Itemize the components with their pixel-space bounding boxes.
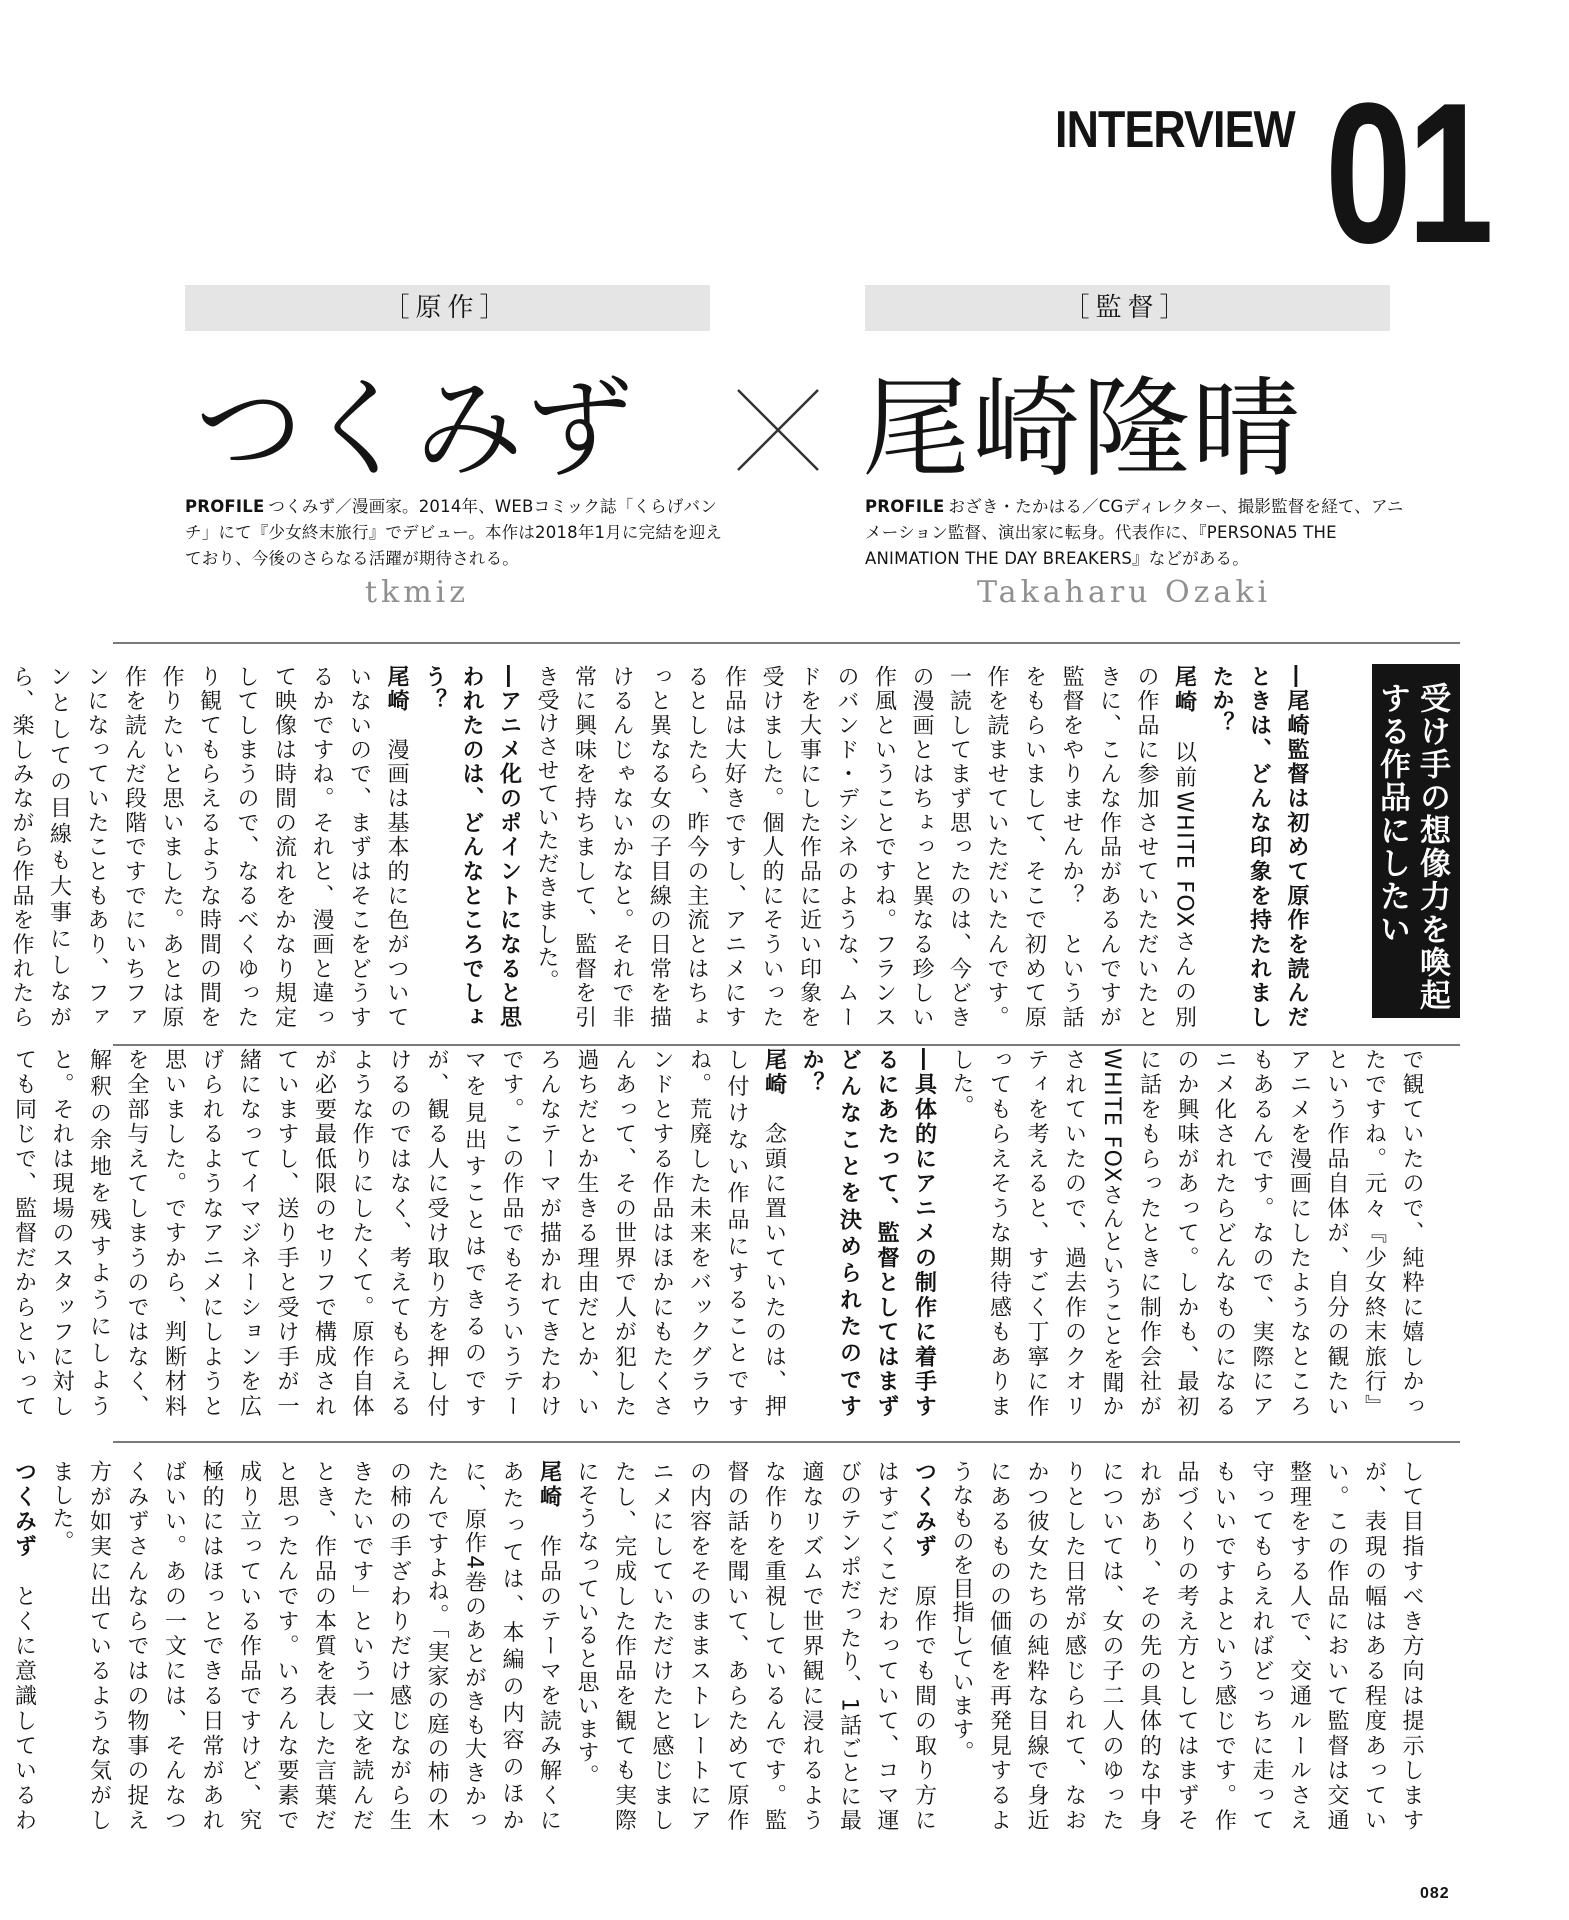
- question: ―尾崎監督は初めて原作を読んだときは、どんな印象を持たれましたか？: [1209, 665, 1309, 1029]
- page-number: 082: [1420, 1885, 1450, 1902]
- answer: 漫画は基本的に色がついていないので、まずはそこをどうするかですね。それと、漫画と違って映像は時間の流れをかなり規定してしまうので、なるべくゆったり観てもらえるような時間の間を作りたいと思いました。あとは原作を読んだ段階ですでにいちファンになっていたこともあり、ファンとしての目線も大事にしながら、楽しみながら作品を作れたら: [9, 665, 409, 1029]
- article-column-3: [11, 1460, 1430, 1833]
- answer: とくに意識しているわ: [11, 1584, 37, 1833]
- answer: で観ていたので、純粋に嬉しかったですね。元々『少女終末旅行』という作品自体が、自分の観たいアニメを漫画にしたようなところもあるんです。なので、実際にアニメ化されたらどんなものになるのか興味があって。しかも、最初に話をもらったときに制作会社がWHITE FOXさんということを聞かされていたので、過去作のクオリティを考えると、すごく丁寧に作ってもらえそうな期待感もありました。: [949, 1048, 1424, 1418]
- speaker-label: 尾崎: [536, 1460, 562, 1510]
- article-column-1: [9, 665, 1315, 1029]
- answer: 作品のテーマを読み解くにあたっては、本編の内容のほかに、原作4巻のあとがきも大きかったんですよね。「実家の庭の柿の木の柿の手ざわりだけ感じながら生きたいです」という一文を読んだとき、作品の本質を表した言葉だと思ったんです。いろんな要素で成り立っている作品ですけど、究極的にはほっとできる日常があればいい。あの一文には、そんなつくみずさんならではの物事の捉え方が如実に出ているような気がしました。: [49, 1460, 562, 1832]
- answer: 原作でも間の取り方にはすごくこだわっていて、コマ運びのテンポだったり、1話ごとに最適なリズムで世界観に浸れるような作りを重視しているんです。監督の話を聞いて、あらためて原作の内容をそのままストレートにアニメにしていただけたと感じましたし、完成した作品を観ても実際にそうなっていると思います。: [574, 1460, 937, 1833]
- divider: [113, 1044, 1460, 1046]
- question: ―アニメ化のポイントになると思われたのは、どんなところでしょう？: [421, 665, 522, 1029]
- question: ―具体的にアニメの制作に着手するにあたって、監督としてはまずどんなことを決められたのですか？: [799, 1048, 937, 1418]
- author-name: つくみず: [195, 367, 636, 492]
- cross-icon: [728, 380, 828, 480]
- author-profile: [185, 494, 730, 572]
- director-name: 尾崎隆晴: [862, 367, 1303, 492]
- divider: [113, 1441, 1460, 1443]
- profile-text: つくみず／漫画家。2014年、WEBコミック誌「くらげバンチ」にて『少女終末旅行』でデビュー。本作は2018年1月に完結を迎えており、今後のさらなる活躍が期待される。: [185, 497, 723, 568]
- speaker-label: 尾崎: [761, 1048, 787, 1098]
- director-profile: [865, 494, 1410, 572]
- answer: して目指すべき方向は提示しますが、表現の幅はある程度あっていい。この作品において監督は交通整理をする人で、交通ルールさえ守ってもらえればどっちに走ってもいいですよという感じです。作品づくりの考え方としてはまずそれがあり、その先の具体的な中身については、女の子二人のゆったりとした日常が感じられて、なおかつ彼女たちの純粋な目線で身近にあるものの価値を再発見するようなものを目指しています。: [949, 1460, 1424, 1832]
- article-column-2: [11, 1048, 1430, 1418]
- director-romanized-name: Takaharu Ozaki: [977, 575, 1272, 610]
- speaker-label: つくみず: [11, 1460, 37, 1560]
- interview-number: 01: [1325, 62, 1490, 285]
- answer: 以前WHITE FOXさんの別の作品に参加させていただいたときに、こんな作品があるんですが監督をやりませんか？ という話をもらいまして、そこで初めて原作を読ませていただいたんです。一読してまず思ったのは、今どきの漫画とはちょっと異なる珍しい作風ということですね。フランスのバンド・デシネのような、ムードを大事にした作品に近い印象を受けました。個人的にそういった作品は大好きですし、アニメにするとしたら、昨今の主流とはちょっと異なる女の子目線の日常を描けるんじゃないかなと。それで非常に興味を持ちまして、監督を引き受けさせていただきました。: [534, 665, 1197, 1029]
- headline-box: 受け手の想像力を喚起する作品にしたい: [1372, 664, 1460, 1018]
- role-bar-director: ［監督］: [865, 285, 1390, 331]
- speaker-label: つくみず: [911, 1460, 937, 1560]
- profile-text: おざき・たかはる／CGディレクター、撮影監督を経て、アニメーション監督、演出家に転身。代表作に、『PERSONA5 THE ANIMATION THE DAY BREAKERS』などがある。: [865, 497, 1404, 568]
- profile-label: PROFILE: [185, 497, 265, 516]
- author-romanized-name: tkmiz: [365, 575, 470, 610]
- speaker-label: 尾崎: [1171, 665, 1197, 716]
- role-bar-original-author: ［原作］: [185, 285, 710, 331]
- profile-label: PROFILE: [865, 497, 945, 516]
- divider: [113, 642, 1460, 644]
- interview-label: INTERVIEW: [1055, 101, 1295, 159]
- answer: 念頭に置いていたのは、押し付けない作品にすることですね。荒廃した未来をバックグラウンドとする作品はほかにもたくさんあって、その世界で人が犯した過ちだとか生きる理由だとか、いろんなテーマが描かれてきたわけです。この作品でもそういうテーマを見出すことはできるのですが、観る人に受け取り方を押し付けるのではなく、考えてもらえるような作りにしたくて。原作自体が必要最低限のセリフで構成されていますし、送り手と受け手が一緒になってイマジネーションを広げられるようなアニメにしようと思いました。ですから、判断材料を全部与えてしまうのではなく、解釈の余地を残すようにしようと。それは現場のスタッフに対しても同じで、監督だからといって: [11, 1048, 787, 1418]
- speaker-label: 尾崎: [384, 665, 409, 714]
